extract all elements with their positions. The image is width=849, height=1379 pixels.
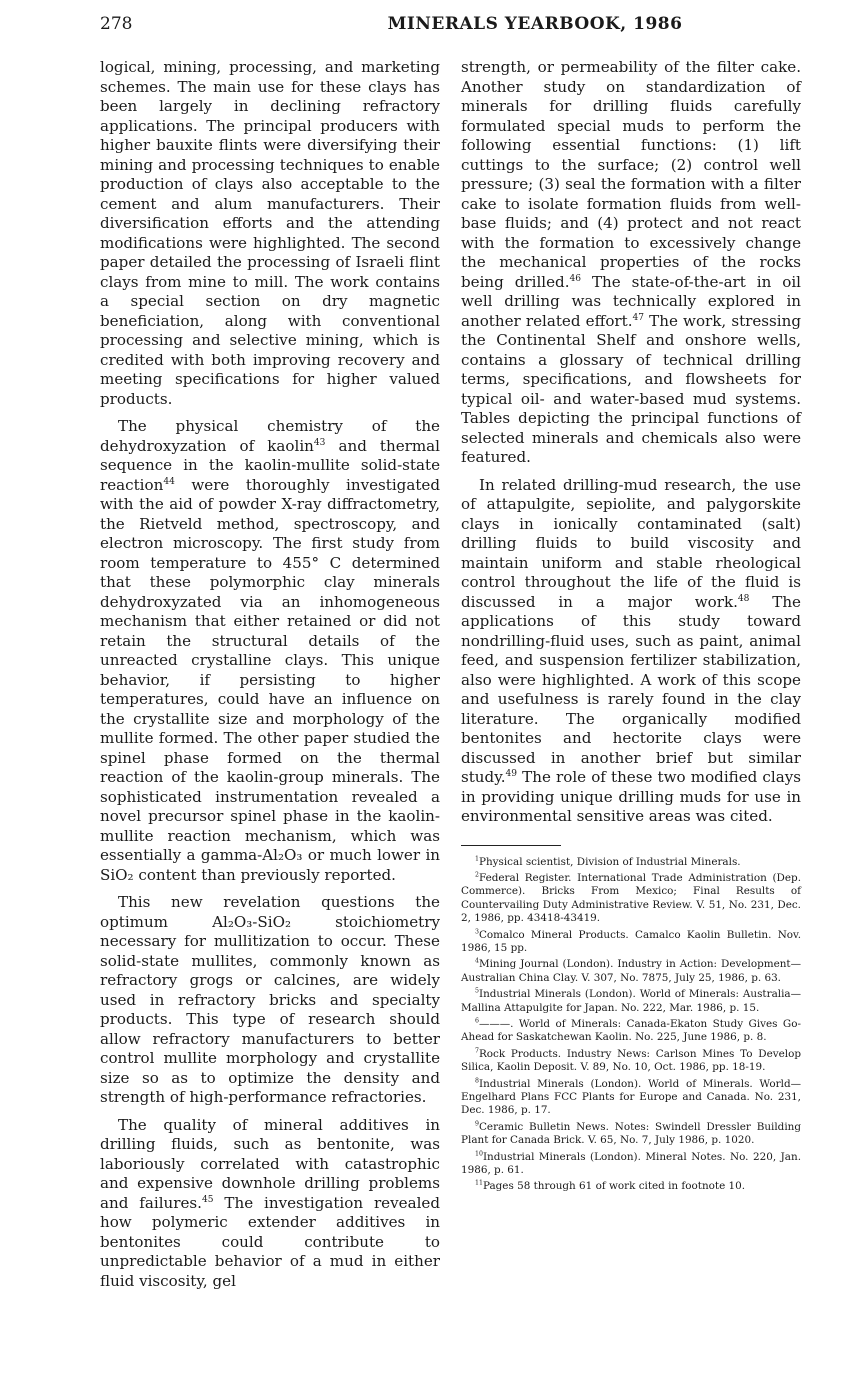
paragraph: This new revelation questions the optimum Al₂O₃-SiO₂ stoichiometry necessary for mullitization to occur. These solid-state mullites, commonly known as refractory grogs or calcines, are widely used in refractory bricks and specialty products. This type of research should allow refractory manufacturers to better control mullite morphology and crystallite size so as to optimize the density and strength of high-performance refractories. xyxy=(100,893,440,1106)
footnote-ref: 48 xyxy=(737,593,750,604)
paragraph: The physical chemistry of the dehydroxyzation of kaolin$^{43}$ and thermal sequence in the kaolin-mullite solid-state reaction$^{44}$ were thoroughly investigated with the aid of powder X-ray diffractometry, the Rietveld method, spectroscopy, and electron microscopy. The first study from room temperature to 455° C determined that these polymorphic clay minerals dehydroxyzated via an inhomogeneous mechanism that either retained or did not retain the structural details of the unreacted crystalline clays. This unique behavior, if persisting to higher temperatures, could have an influence on the crystallite size and morphology of the mullite formed. The other paper studied the spinel phase formed on the thermal reaction of the kaolin-group minerals. The sophisticated instrumentation revealed a novel precursor spinel phase in the kaolin-mullite reaction mechanism, which was essentially a gamma-Al₂O₃ or much lower in SiO₂ content than previously reported. xyxy=(100,417,440,884)
footnotes xyxy=(461,856,801,1194)
paragraph: strength, or permeability of the filter cake. Another study on standardization of minerals for drilling fluids carefully formulated special muds to perform the following essential functions: (1) lift cuttings to the surface; (2) control well pressure; (3) seal the formation with a filter cake to isolate formation fluids from well-base fluids; and (4) protect and not react with the formation to excessively change the mechanical properties of the rocks being drilled.$^{46}$ The state-of-the-art in oil well drilling was technically explored in another related effort.$^{47}$ The work, stressing the Continental Shelf and onshore wells, contains a glossary of technical drilling terms, specifications, and flowsheets for typical oil- and water-based mud systems. Tables depicting the principal functions of selected minerals and chemicals also were featured. xyxy=(461,58,801,466)
footnote: $^6$———. World of Minerals: Canada-Ekaton Study Gives Go-Ahead for Saskatchewan Kaolin. No. 225, June 1986, p. 8. xyxy=(461,1017,801,1044)
left-column xyxy=(100,58,440,1291)
paragraph: logical, mining, processing, and marketing schemes. The main use for these clays has been largely in declining refractory applications. The principal producers with higher bauxite flints were diversifying their mining and processing techniques to enable production of clays also acceptable to the cement and alum manufacturers. Their diversification efforts and the attending modifications were highlighted. The second paper detailed the processing of Israeli flint clays from mine to mill. The work contains a special section on dry magnetic beneficiation, along with conventional processing and selective mining, which is credited with both improving recovery and meeting specifications for higher valued products. xyxy=(100,58,440,408)
footnote: $^{10}$Industrial Minerals (London). Mineral Notes. No. 220, Jan. 1986, p. 61. xyxy=(461,1150,801,1177)
paragraph: In related drilling-mud research, the use of attapulgite, sepiolite, and palygorskite clays in ionically contaminated (salt) drilling fluids to build viscosity and maintain uniform and stable rheological control throughout the life of the fluid is discussed in a major work.$^{48}$ The applications of this study toward nondrilling-fluid uses, such as paint, animal feed, and suspension fertilizer stabilization, also were highlighted. A work of this scope and usefulness is rarely found in the clay literature. The organically modified bentonites and hectorite clays were discussed in another brief but similar study.$^{49}$ The role of these two modified clays in providing unique drilling muds for use in environmental sensitive areas was cited. xyxy=(461,475,801,825)
footnote-ref: 49 xyxy=(505,768,518,779)
footnote: $^1$Physical scientist, Division of Industrial Minerals. xyxy=(475,855,741,868)
footnote: $^4$Mining Journal (London). Industry in Action: Development—Australian China Clay. V. 307, No. 7875, July 25, 1986, p. 63. xyxy=(461,957,801,984)
footnote: $^8$Industrial Minerals (London). World of Minerals. World—Engelhard Plans FCC Plants for Europe and Canada. No. 231, Dec. 1986, p. 17. xyxy=(461,1077,801,1117)
footnote-divider xyxy=(461,845,561,846)
footnote: $^5$Industrial Minerals (London). World of Minerals: Australia—Mallina Attapulgite for Japan. No. 222, Mar. 1986, p. 15. xyxy=(461,987,801,1014)
footnote-ref: 44 xyxy=(163,476,175,487)
running-title: MINERALS YEARBOOK, 1986 xyxy=(387,14,683,34)
footnote-ref: 43 xyxy=(313,437,326,448)
footnote: $^7$Rock Products. Industry News: Carlson Mines To Develop Silica, Kaolin Deposit. V. 89, No. 10, Oct. 1986, pp. 18-19. xyxy=(461,1047,801,1074)
page-number: 278 xyxy=(100,14,133,34)
footnote: $^3$Comalco Mineral Products. Camalco Kaolin Bulletin. Nov. 1986, 15 pp. xyxy=(461,928,801,954)
footnote: $^{11}$Pages 58 through 61 of work cited in footnote 10. xyxy=(475,1179,746,1193)
footnote-ref: 47 xyxy=(632,312,645,323)
footnote: $^9$Ceramic Bulletin News. Notes: Swindell Dressler Building Plant for Canada Brick. V. 65, No. 7, July 1986, p. 1020. xyxy=(461,1120,801,1147)
footnote-ref: 46 xyxy=(569,273,582,284)
footnote-ref: 45 xyxy=(201,1194,214,1205)
footnote: $^2$Federal Register. International Trade Administration (Dep. Commerce). Bricks From Mexico; Final Results of Countervailing Duty Administrative Review. V. 51, No. 231, Dec. 2, 1986, pp. 43418-43419. xyxy=(461,871,801,925)
page-header xyxy=(100,14,800,38)
paragraph: The quality of mineral additives in drilling fluids, such as bentonite, was laboriously correlated with catastrophic and expensive downhole drilling problems and failures.$^{45}$ The investigation revealed how polymeric extender additives in bentonites could contribute to unpredictable behavior of a mud in either fluid viscosity, gel xyxy=(100,1115,440,1290)
right-column xyxy=(461,58,801,1194)
